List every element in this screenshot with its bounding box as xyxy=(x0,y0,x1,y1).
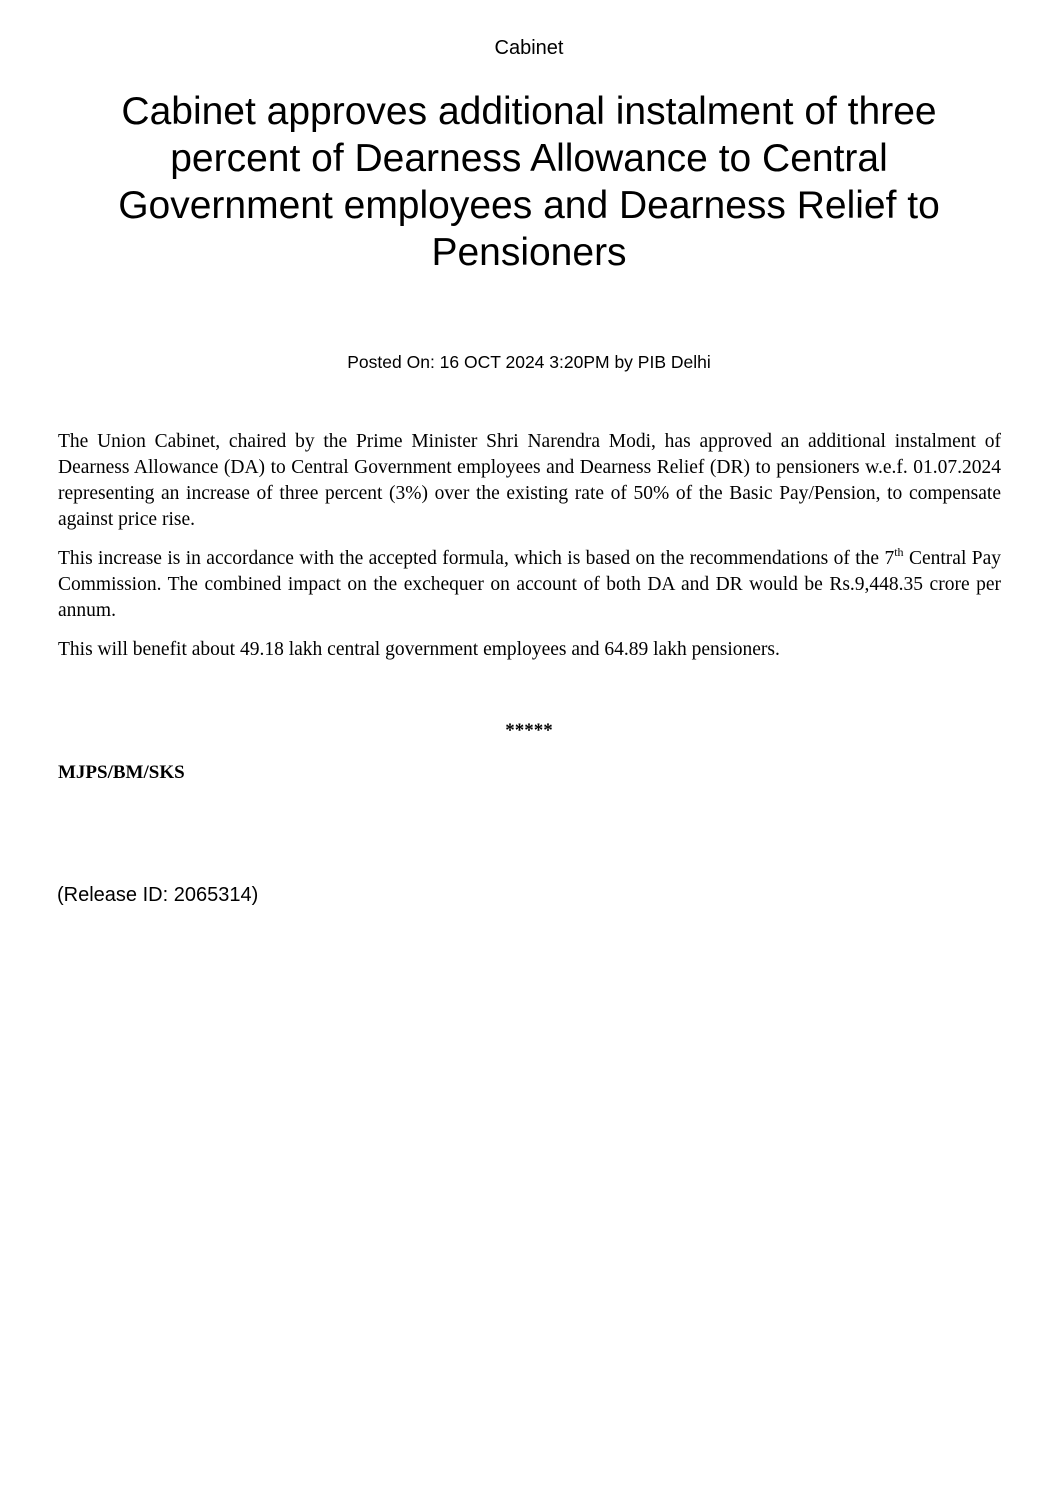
press-release-title: Cabinet approves additional instalment of three percent of Dearness Allowance to Central Government employees and Dearness Relief to Pensioners xyxy=(118,90,940,274)
posted-on-line: Posted On: 16 OCT 2024 3:20PM by PIB Delhi xyxy=(347,352,711,372)
press-release-body xyxy=(58,429,1001,676)
ministry-name: Cabinet xyxy=(494,37,564,59)
separator-stars: ***** xyxy=(505,720,553,741)
paragraph-2-end: Central Pay Commission. The combined impact on the exchequer on account of both DA and DR would be Rs.9,448.35 crore per annum. xyxy=(58,548,1002,621)
paragraph-3: This will benefit about 49.18 lakh central government employees and 64.89 lakh pensioners. xyxy=(58,639,780,660)
paragraph-2-start: This increase is in accordance with the accepted formula, which is based on the recommendations of the xyxy=(58,548,880,569)
ordinal-number: 7 xyxy=(884,548,895,569)
paragraph-2 xyxy=(58,546,1001,624)
release-id: (Release ID: 2065314) xyxy=(57,884,259,906)
paragraph-1: The Union Cabinet, chaired by the Prime Minister Shri Narendra Modi, has approved an additional instalment of Dearness Allowance (DA) to Central Government employees and Dearness Relief (DR) to pensioners w.e.f. 01.07.2024 representing an increase of three percent (3%) over the existing rate of 50% of the Basic Pay/Pension, to compensate against price rise. xyxy=(58,431,1001,530)
author-initials: MJPS/BM/SKS xyxy=(58,762,185,783)
ordinal-suffix: th xyxy=(894,545,904,559)
